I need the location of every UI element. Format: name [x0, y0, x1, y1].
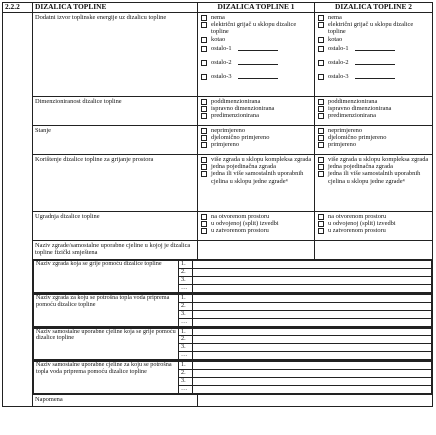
entry-field[interactable] [193, 386, 432, 394]
row-dodatni-izvor [3, 13, 433, 97]
entry-field[interactable] [193, 261, 432, 269]
group-label-1: Naziv zgrada koja se grije pomoću dizalice topline [34, 261, 179, 293]
checkbox[interactable] [201, 214, 207, 220]
label-koristenje: Korištenje dizalice topline za grijanje prostora [33, 155, 198, 212]
row-number: … [179, 318, 193, 326]
label-naziv-cjeline: Naziv zgrade/samostalne uporabne cjeline u kojoj je dizalica topline fizički smještena [33, 241, 198, 260]
checkbox[interactable] [318, 164, 324, 170]
checkbox[interactable] [318, 135, 324, 141]
entry-field[interactable] [193, 294, 432, 302]
row-napomena [3, 395, 433, 407]
row-number: 3. [179, 310, 193, 318]
checkbox[interactable] [318, 221, 324, 227]
checkbox[interactable] [318, 46, 324, 52]
options-kor-2: više zgrada u sklopu kompleksa zgrada jedna pojedinačna zgrada jedna ili više samostalnih uporabnih cjelina u sklopu jedne zgrade⁴ [315, 155, 433, 212]
input-napomena[interactable] [198, 395, 433, 407]
options-dim-2: poddimenzionirana ispravno dimenzionirana predimenzionirana [315, 97, 433, 126]
checkbox[interactable] [201, 128, 207, 134]
row-number: … [179, 284, 193, 292]
checkbox[interactable] [201, 221, 207, 227]
checkbox[interactable] [318, 22, 324, 28]
col-header-1: DIZALICA TOPLINE 1 [198, 3, 315, 13]
checkbox[interactable] [201, 106, 207, 112]
group-label-4: Naziv samostalne uporabne cjeline za koju se potrošna topla voda priprema pomoću dizalice topline [34, 362, 179, 394]
row-number: … [179, 352, 193, 360]
row-number: 2. [179, 302, 193, 310]
options-stanje-1: neprimjereno djelomično primjereno primjereno [198, 126, 315, 155]
checkbox[interactable] [318, 37, 324, 43]
checkbox[interactable] [318, 74, 324, 80]
group-label-3: Naziv samostalne uporabne cjeline koja se grije pomoću dizalice topline [34, 328, 179, 360]
row-number: … [179, 386, 193, 394]
col-header-2: DIZALICA TOPLINE 2 [315, 3, 433, 13]
blank-line[interactable] [238, 73, 278, 79]
entry-field[interactable] [193, 318, 432, 326]
checkbox[interactable] [318, 142, 324, 148]
section-title: DIZALICA TOPLINE [33, 3, 198, 13]
blank-line[interactable] [355, 73, 395, 79]
group-table-1 [33, 260, 432, 293]
heat-pump-form-table [2, 2, 433, 407]
options-dim-1: poddimenzionirana ispravno dimenzionirana predimenzionirana [198, 97, 315, 126]
row-number: 2. [179, 336, 193, 344]
input-naziv-cjeline-1[interactable] [198, 241, 315, 260]
row-group-1 [3, 260, 433, 294]
checkbox[interactable] [318, 15, 324, 21]
checkbox[interactable] [201, 113, 207, 119]
entry-field[interactable] [193, 268, 432, 276]
label-stanje: Stanje [33, 126, 198, 155]
checkbox[interactable] [318, 228, 324, 234]
blank-line[interactable] [238, 59, 278, 65]
options-kor-1: više zgrada u sklopu kompleksa zgrada jedna pojedinačna zgrada jedna ili više samostalnih uporabnih cjelina u sklopu jedne zgrade⁴ [198, 155, 315, 212]
options-izvor-2: nema električni grijač u sklopu dizalice topline kotao ostalo-1 ostalo-2 ostalo-3 [315, 13, 433, 97]
checkbox[interactable] [201, 15, 207, 21]
row-number: 3. [179, 378, 193, 386]
options-stanje-2: neprimjereno djelomično primjereno primjereno [315, 126, 433, 155]
group-table-3 [33, 328, 432, 361]
entry-field[interactable] [193, 310, 432, 318]
row-number: 3. [179, 344, 193, 352]
row-stanje [3, 126, 433, 155]
checkbox[interactable] [318, 128, 324, 134]
row-naziv-cjeline [3, 241, 433, 260]
blank-line[interactable] [355, 59, 395, 65]
entry-field[interactable] [193, 328, 432, 336]
checkbox[interactable] [201, 74, 207, 80]
label-dodatni-izvor: Dodatni izvor toplinske energije uz dizalicu topline [33, 13, 198, 97]
label-ugradnja: Ugradnja dizalice topline [33, 212, 198, 241]
entry-field[interactable] [193, 362, 432, 370]
checkbox[interactable] [318, 99, 324, 105]
checkbox[interactable] [201, 164, 207, 170]
row-number: 1. [179, 294, 193, 302]
checkbox[interactable] [201, 99, 207, 105]
checkbox[interactable] [201, 142, 207, 148]
row-number: 2. [179, 370, 193, 378]
checkbox[interactable] [201, 22, 207, 28]
row-dimenzioniranost [3, 97, 433, 126]
row-number: 2. [179, 268, 193, 276]
entry-field[interactable] [193, 370, 432, 378]
blank-line[interactable] [238, 45, 278, 51]
checkbox[interactable] [201, 60, 207, 66]
checkbox[interactable] [201, 171, 207, 177]
group-table-4 [33, 361, 432, 394]
label-napomena: Napomena [33, 395, 198, 407]
row-number: 3. [179, 276, 193, 284]
checkbox[interactable] [318, 214, 324, 220]
code-cell-spacer [3, 13, 33, 407]
group-table-2 [33, 294, 432, 327]
checkbox[interactable] [318, 60, 324, 66]
entry-field[interactable] [193, 276, 432, 284]
checkbox[interactable] [318, 171, 324, 177]
checkbox[interactable] [201, 157, 207, 163]
section-code: 2.2.2 [3, 3, 33, 13]
entry-field[interactable] [193, 284, 432, 292]
row-group-2 [3, 293, 433, 327]
entry-field[interactable] [193, 302, 432, 310]
checkbox[interactable] [318, 113, 324, 119]
blank-line[interactable] [355, 45, 395, 51]
options-ugr-2: na otvorenom prostoru u odvojenoj (split) izvedbi u zatvorenom prostoru [315, 212, 433, 241]
checkbox[interactable] [201, 135, 207, 141]
row-ugradnja [3, 212, 433, 241]
checkbox[interactable] [201, 228, 207, 234]
checkbox[interactable] [318, 106, 324, 112]
options-izvor-1: nema električni grijač u sklopu dizalice topline kotao ostalo-1 ostalo-2 ostalo-3 [198, 13, 315, 97]
row-number: 1. [179, 362, 193, 370]
entry-field[interactable] [193, 378, 432, 386]
checkbox[interactable] [201, 37, 207, 43]
header-row [3, 3, 433, 13]
row-group-3 [3, 327, 433, 361]
input-naziv-cjeline-2[interactable] [315, 241, 433, 260]
label-dimenzioniranost: Dimenzioniranost dizalice topline [33, 97, 198, 126]
checkbox[interactable] [318, 157, 324, 163]
group-label-2: Naziv zgrada za koju se potrošna topla voda priprema pomoću dizalice topline [34, 294, 179, 326]
row-koristenje [3, 155, 433, 212]
entry-field[interactable] [193, 336, 432, 344]
row-number: 1. [179, 261, 193, 269]
entry-field[interactable] [193, 352, 432, 360]
row-number: 1. [179, 328, 193, 336]
options-ugr-1: na otvorenom prostoru u odvojenoj (split) izvedbi u zatvorenom prostoru [198, 212, 315, 241]
checkbox[interactable] [201, 46, 207, 52]
row-group-4 [3, 361, 433, 395]
entry-field[interactable] [193, 344, 432, 352]
